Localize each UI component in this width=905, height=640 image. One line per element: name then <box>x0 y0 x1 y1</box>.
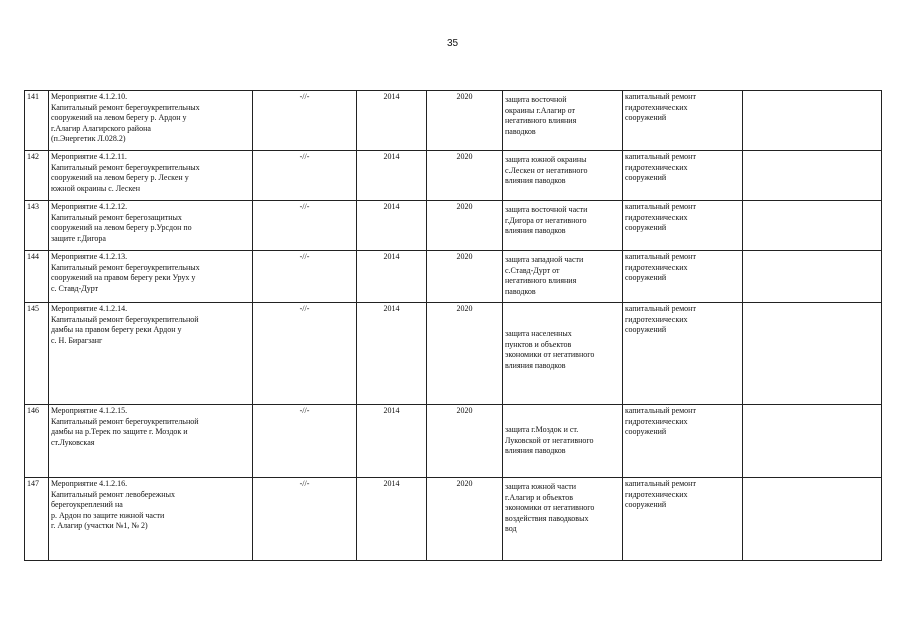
start-year-cell <box>357 251 427 303</box>
end-year-cell <box>427 251 503 303</box>
measure-title-line: Капитальный ремонт берегоукрепительной <box>51 416 199 426</box>
measure-title-line: Мероприятие 4.1.2.14. <box>51 304 128 313</box>
measure-title-line: Капитальный ремонт берегоукрепительных <box>51 102 200 112</box>
expected-result-line: влияния паводков <box>505 226 566 235</box>
end-year-cell <box>427 478 503 561</box>
executor-mark: -//- <box>299 479 310 488</box>
expected-result-line: негативного влияния <box>505 276 577 285</box>
empty-cell <box>743 478 882 561</box>
expected-result-cell <box>503 151 623 201</box>
measure-title-line: сооружений на левом берегу р. Лескен у <box>51 173 189 182</box>
expected-result-line: защита г.Моздок и ст. <box>505 425 579 434</box>
work-type-line: гидротехнических <box>625 212 688 222</box>
measure-title-line: Мероприятие 4.1.2.10. <box>51 92 128 101</box>
executor-mark: -//- <box>299 152 310 161</box>
measure-title-line: Капитальный ремонт берегоукрепительных <box>51 262 200 272</box>
work-type-line: капитальный ремонт <box>625 202 696 211</box>
measure-title-line: с. Н. Бирагзанг <box>51 335 103 345</box>
work-type-line: сооружений <box>625 427 667 436</box>
measure-title-line: р. Ардон по защите южной части <box>51 510 165 520</box>
table-body <box>25 91 882 561</box>
executor-mark: -//- <box>299 406 310 415</box>
work-type-line: сооружений <box>625 273 667 282</box>
measure-title-line: берегоукреплений на <box>51 500 123 509</box>
measure-title-cell <box>49 303 253 405</box>
row-number-cell <box>25 251 49 303</box>
expected-result-line: Луковской от негативного <box>505 435 594 445</box>
measure-title-line: с. Ставд-Дурт <box>51 283 99 293</box>
expected-result-line: защита восточной части <box>505 205 588 214</box>
executor-cell <box>253 303 357 405</box>
start-year-cell <box>357 478 427 561</box>
expected-result-cell <box>503 201 623 251</box>
measure-title-cell <box>49 405 253 478</box>
expected-result-cell <box>503 405 623 478</box>
expected-result-line: защита населенных <box>505 329 572 338</box>
measure-title-line: г.Алагир Алагирского района <box>51 123 151 133</box>
end-year: 2020 <box>456 92 473 101</box>
measure-title-line: Капитальный ремонт берегозащитных <box>51 212 182 222</box>
table-row <box>25 91 882 151</box>
work-type-line: гидротехнических <box>625 162 688 172</box>
empty-cell <box>743 303 882 405</box>
expected-result-cell <box>503 478 623 561</box>
start-year-cell <box>357 201 427 251</box>
measure-title-cell <box>49 251 253 303</box>
measure-title-line: дамбы на р.Терек по защите г. Моздок и <box>51 427 188 436</box>
row-number-cell <box>25 91 49 151</box>
row-number: 147 <box>27 479 39 488</box>
table-row <box>25 405 882 478</box>
work-type-line: сооружений <box>625 500 667 509</box>
expected-result-cell <box>503 91 623 151</box>
work-type-cell <box>623 303 743 405</box>
row-number: 143 <box>27 202 39 211</box>
program-measures-table <box>24 90 882 561</box>
row-number: 141 <box>27 92 39 101</box>
row-number: 146 <box>27 406 39 415</box>
measure-title-line: Мероприятие 4.1.2.13. <box>51 252 128 261</box>
row-number: 144 <box>27 252 39 261</box>
row-number-cell <box>25 303 49 405</box>
expected-result-line: защита южной части <box>505 482 577 491</box>
measure-title-line: Капитальный ремонт берегоукрепительных <box>51 162 200 172</box>
end-year-cell <box>427 151 503 201</box>
start-year: 2014 <box>383 252 400 261</box>
work-type-line: капитальный ремонт <box>625 252 696 261</box>
end-year: 2020 <box>456 252 473 261</box>
start-year: 2014 <box>383 406 400 415</box>
row-number-cell <box>25 201 49 251</box>
work-type-line: гидротехнических <box>625 489 688 499</box>
expected-result-line: окраины г.Алагир от <box>505 105 576 115</box>
work-type-line: капитальный ремонт <box>625 304 696 313</box>
start-year-cell <box>357 91 427 151</box>
expected-result-line: пунктов и объектов <box>505 339 572 349</box>
work-type-line: гидротехнических <box>625 102 688 112</box>
work-type-cell <box>623 251 743 303</box>
executor-cell <box>253 251 357 303</box>
measure-title-line: сооружений на левом берегу р.Урсдон по <box>51 223 192 232</box>
start-year: 2014 <box>383 202 400 211</box>
empty-cell <box>743 201 882 251</box>
table-row <box>25 303 882 405</box>
measure-title-line: дамбы на правом берегу реки Ардон у <box>51 325 182 334</box>
expected-result-line: влияния паводков <box>505 446 566 455</box>
measure-title-line: Мероприятие 4.1.2.15. <box>51 406 128 415</box>
page-number: 35 <box>446 38 459 49</box>
start-year: 2014 <box>383 304 400 313</box>
work-type-line: сооружений <box>625 223 667 232</box>
start-year-cell <box>357 151 427 201</box>
end-year-cell <box>427 303 503 405</box>
table-row <box>25 251 882 303</box>
expected-result-cell <box>503 251 623 303</box>
work-type-line: гидротехнических <box>625 416 688 426</box>
start-year-cell <box>357 405 427 478</box>
measure-title-line: Мероприятие 4.1.2.16. <box>51 479 128 488</box>
table-row <box>25 478 882 561</box>
start-year-cell <box>357 303 427 405</box>
row-number: 145 <box>27 304 39 313</box>
work-type-cell <box>623 91 743 151</box>
measure-title-line: Мероприятие 4.1.2.11. <box>51 152 127 161</box>
work-type-cell <box>623 478 743 561</box>
measure-title-cell <box>49 201 253 251</box>
end-year: 2020 <box>456 304 473 313</box>
measure-title-line: южной окраины с. Лескен <box>51 183 140 193</box>
measure-title-line: защите г.Дигора <box>51 233 106 243</box>
executor-cell <box>253 151 357 201</box>
measure-title-cell <box>49 91 253 151</box>
measure-title-line: г. Алагир (участки №1, № 2) <box>51 521 148 530</box>
measure-title-line: сооружений на правом берегу реки Урух у <box>51 273 196 282</box>
expected-result-line: экономики от негативного <box>505 350 595 359</box>
work-type-line: капитальный ремонт <box>625 479 696 488</box>
table-row <box>25 201 882 251</box>
expected-result-line: защита восточной <box>505 95 567 104</box>
work-type-line: сооружений <box>625 325 667 334</box>
measure-title-line: (п.Энергетик Л.028.2) <box>51 134 126 143</box>
work-type-line: сооружений <box>625 173 667 182</box>
expected-result-line: г.Дигора от негативного <box>505 215 587 225</box>
expected-result-line: защита южной окраины <box>505 155 587 164</box>
start-year: 2014 <box>383 92 400 101</box>
expected-result-line: г.Алагир и объектов <box>505 492 574 502</box>
executor-mark: -//- <box>299 92 310 101</box>
empty-cell <box>743 91 882 151</box>
executor-cell <box>253 405 357 478</box>
row-number-cell <box>25 478 49 561</box>
expected-result-line: с.Ставд-Дурт от <box>505 265 560 275</box>
start-year: 2014 <box>383 152 400 161</box>
work-type-cell <box>623 151 743 201</box>
end-year: 2020 <box>456 202 473 211</box>
expected-result-line: влияния паводков <box>505 176 566 185</box>
executor-cell <box>253 201 357 251</box>
end-year-cell <box>427 91 503 151</box>
work-type-cell <box>623 201 743 251</box>
work-type-line: сооружений <box>625 113 667 122</box>
executor-cell <box>253 478 357 561</box>
row-number-cell <box>25 405 49 478</box>
end-year: 2020 <box>456 152 473 161</box>
expected-result-line: негативного влияния <box>505 116 577 125</box>
end-year: 2020 <box>456 479 473 488</box>
work-type-line: капитальный ремонт <box>625 152 696 161</box>
expected-result-line: с.Лескен от негативного <box>505 165 588 175</box>
expected-result-line: вод <box>505 524 517 533</box>
measure-title-line: Мероприятие 4.1.2.12. <box>51 202 128 211</box>
work-type-cell <box>623 405 743 478</box>
table-row <box>25 151 882 201</box>
executor-cell <box>253 91 357 151</box>
work-type-line: капитальный ремонт <box>625 406 696 415</box>
work-type-line: гидротехнических <box>625 262 688 272</box>
work-type-line: гидротехнических <box>625 314 688 324</box>
expected-result-line: влияния паводков <box>505 360 566 370</box>
measure-title-cell <box>49 478 253 561</box>
row-number: 142 <box>27 152 39 161</box>
executor-mark: -//- <box>299 202 310 211</box>
expected-result-line: паводков <box>505 126 536 136</box>
measure-title-line: ст.Луковская <box>51 437 95 447</box>
end-year-cell <box>427 405 503 478</box>
end-year-cell <box>427 201 503 251</box>
work-type-line: капитальный ремонт <box>625 92 696 101</box>
measure-title-line: Капитальный ремонт левобережных <box>51 489 175 499</box>
executor-mark: -//- <box>299 304 310 313</box>
measure-title-line: Капитальный ремонт берегоукрепительной <box>51 314 199 324</box>
expected-result-cell <box>503 303 623 405</box>
empty-cell <box>743 251 882 303</box>
empty-cell <box>743 405 882 478</box>
measure-title-cell <box>49 151 253 201</box>
expected-result-line: экономики от негативного <box>505 503 595 512</box>
start-year: 2014 <box>383 479 400 488</box>
measure-title-line: сооружений на левом берегу р. Ардон у <box>51 113 187 122</box>
expected-result-line: воздействия паводковых <box>505 513 589 523</box>
expected-result-line: паводков <box>505 286 536 296</box>
expected-result-line: защита западной части <box>505 255 584 264</box>
row-number-cell <box>25 151 49 201</box>
executor-mark: -//- <box>299 252 310 261</box>
empty-cell <box>743 151 882 201</box>
end-year: 2020 <box>456 406 473 415</box>
